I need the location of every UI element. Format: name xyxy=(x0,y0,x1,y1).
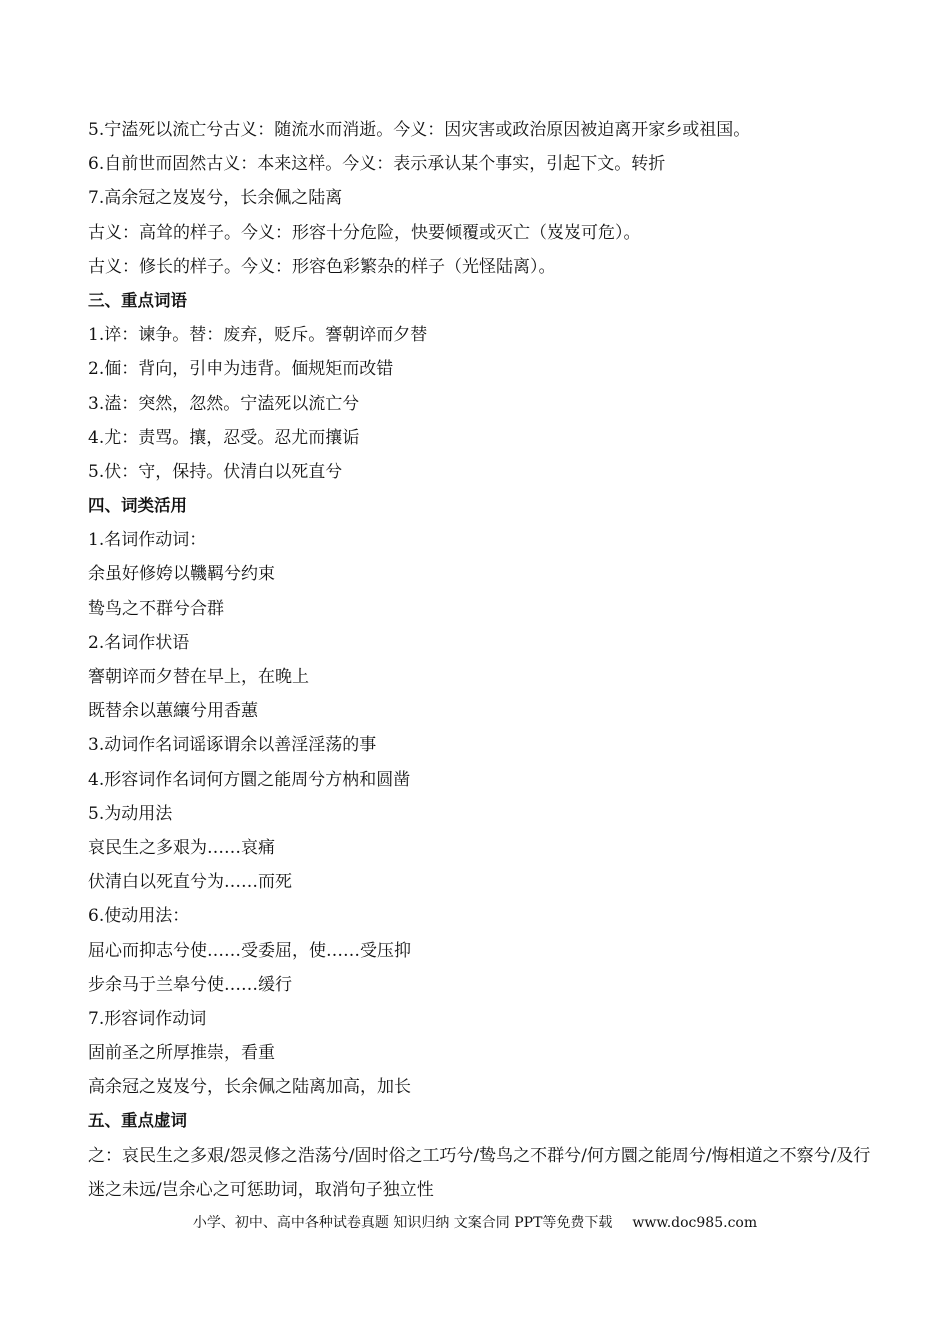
text-line: 3.溘：突然，忽然。宁溘死以流亡兮 xyxy=(88,393,360,414)
text-line: 余虽好修姱以鞿羁兮约束 xyxy=(88,564,275,585)
text-line: 1.名词作动词： xyxy=(88,530,207,551)
text-line: 既替余以蕙纕兮用香蕙 xyxy=(88,701,258,722)
page-footer xyxy=(0,1212,950,1232)
text-line: 6.使动用法： xyxy=(88,906,190,927)
text-line: 5.为动用法 xyxy=(88,803,173,824)
text-line: 1.谇：谏争。替：废弃，贬斥。謇朝谇而夕替 xyxy=(88,325,428,346)
text-line: 4.形容词作名词何方圜之能周兮方枘和圆凿 xyxy=(88,769,411,790)
text-line: 古义：修长的样子。今义：形容色彩繁杂的样子（光怪陆离）。 xyxy=(88,256,556,277)
text-line: 2.偭：背向，引申为违背。偭规矩而改错 xyxy=(88,359,394,380)
text-line: 屈心而抑志兮使……受委屈，使……受压抑 xyxy=(88,940,411,961)
text-line: 鸷鸟之不群兮合群 xyxy=(88,598,224,619)
text-line: 固前圣之所厚推崇，看重 xyxy=(88,1043,275,1064)
text-line: 5.宁溘死以流亡兮古义：随流水而消逝。今义：因灾害或政治原因被迫离开家乡或祖国。 xyxy=(88,120,751,140)
text-line: 6.自前世而固然古义：本来这样。今义：表示承认某个事实，引起下文。转折 xyxy=(88,154,666,175)
section-heading: 四、词类活用 xyxy=(88,496,187,516)
text-line: 7.高余冠之岌岌兮，长余佩之陆离 xyxy=(88,188,343,209)
text-line: 謇朝谇而夕替在早上，在晚上 xyxy=(88,667,309,687)
footer-promo-text: 小学、初中、高中各种试卷真题 知识归纳 文案合同 PPT等免费下载 xyxy=(192,1215,613,1231)
text-paragraph: 之：哀民生之多艰/怨灵修之浩荡兮/固时俗之工巧兮/鸷鸟之不群兮/何方圜之能周兮/悔相道之不察兮/及行迷之未远/岂余心之可惩助词，取消句子独立性 xyxy=(88,1145,871,1200)
footer-website-link[interactable]: www.doc985.com xyxy=(632,1215,758,1231)
text-line: 哀民生之多艰为……哀痛 xyxy=(88,837,275,858)
text-line: 伏清白以死直兮为……而死 xyxy=(88,872,292,893)
text-line: 5.伏：守，保持。伏清白以死直兮 xyxy=(88,461,343,482)
section-heading: 三、重点词语 xyxy=(88,290,187,310)
text-line: 3.动词作名词谣诼谓余以善淫淫荡的事 xyxy=(88,735,377,756)
text-line: 2.名词作状语 xyxy=(88,632,190,653)
text-line: 古义：高耸的样子。今义：形容十分危险，快要倾覆或灭亡（岌岌可危）。 xyxy=(88,222,641,243)
document-body xyxy=(88,113,878,1207)
text-line: 步余马于兰皋兮使……缓行 xyxy=(88,974,292,995)
text-line: 高余冠之岌岌兮，长余佩之陆离加高，加长 xyxy=(88,1077,411,1098)
text-line: 4.尤：责骂。攘，忍受。忍尤而攘诟 xyxy=(88,427,360,448)
text-line: 7.形容词作动词 xyxy=(88,1008,207,1029)
section-heading: 五、重点虚词 xyxy=(88,1111,187,1131)
